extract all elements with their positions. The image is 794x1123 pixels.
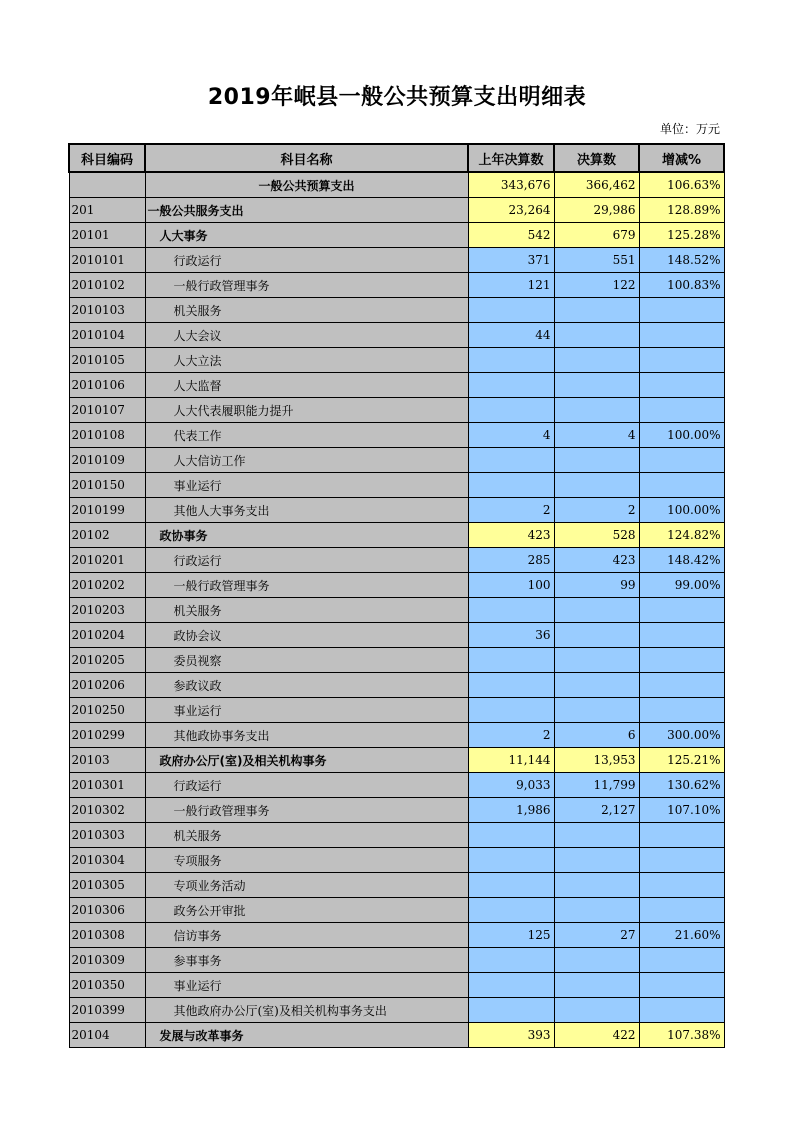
row-name: 政协事务 [145,523,468,548]
row-prev-year [468,648,554,673]
row-prev-year [468,673,554,698]
row-change-pct [639,473,724,498]
row-change-pct: 130.62% [639,773,724,798]
row-code: 2010302 [69,798,145,823]
row-prev-year: 36 [468,623,554,648]
row-name: 人大事务 [145,223,468,248]
row-code: 2010104 [69,323,145,348]
table-row [69,723,724,748]
row-code: 2010303 [69,823,145,848]
row-name: 行政运行 [145,773,468,798]
row-final [554,598,639,623]
row-code: 20101 [69,223,145,248]
row-final: 13,953 [554,748,639,773]
row-name: 机关服务 [145,598,468,623]
row-code: 2010201 [69,548,145,573]
table-row [69,172,724,198]
row-name: 委员视察 [145,648,468,673]
row-prev-year: 121 [468,273,554,298]
row-prev-year: 1,986 [468,798,554,823]
row-code: 2010306 [69,898,145,923]
row-change-pct [639,648,724,673]
table-row [69,923,724,948]
table-row [69,523,724,548]
table-row [69,373,724,398]
row-change-pct: 124.82% [639,523,724,548]
table-header-row [69,144,724,172]
row-prev-year: 9,033 [468,773,554,798]
table-row [69,973,724,998]
row-final: 679 [554,223,639,248]
table-row [69,323,724,348]
row-change-pct: 99.00% [639,573,724,598]
row-final [554,673,639,698]
row-change-pct: 21.60% [639,923,724,948]
row-final: 528 [554,523,639,548]
row-final [554,698,639,723]
row-code: 2010308 [69,923,145,948]
table-row [69,498,724,523]
row-code: 2010103 [69,298,145,323]
row-change-pct [639,823,724,848]
row-change-pct [639,673,724,698]
row-code: 2010204 [69,623,145,648]
row-change-pct [639,873,724,898]
row-change-pct: 100.83% [639,273,724,298]
row-prev-year: 371 [468,248,554,273]
row-change-pct [639,298,724,323]
table-row [69,1023,724,1048]
row-final: 11,799 [554,773,639,798]
row-final [554,948,639,973]
row-code: 2010350 [69,973,145,998]
row-prev-year: 44 [468,323,554,348]
row-name: 政协会议 [145,623,468,648]
row-prev-year [468,698,554,723]
row-final [554,348,639,373]
row-code: 20103 [69,748,145,773]
row-change-pct [639,998,724,1023]
row-name: 信访事务 [145,923,468,948]
header-code: 科目编码 [69,144,145,172]
row-final [554,373,639,398]
row-final [554,973,639,998]
row-code: 2010206 [69,673,145,698]
row-code: 2010101 [69,248,145,273]
row-name: 机关服务 [145,823,468,848]
row-name: 专项服务 [145,848,468,873]
row-name: 事业运行 [145,473,468,498]
row-prev-year [468,998,554,1023]
row-prev-year [468,373,554,398]
table-row [69,198,724,223]
row-change-pct [639,898,724,923]
row-prev-year: 11,144 [468,748,554,773]
row-change-pct [639,698,724,723]
row-name: 专项业务活动 [145,873,468,898]
table-row [69,948,724,973]
row-name: 一般行政管理事务 [145,798,468,823]
row-final: 422 [554,1023,639,1048]
row-name: 人大监督 [145,373,468,398]
row-change-pct: 148.52% [639,248,724,273]
table-row [69,823,724,848]
row-prev-year: 285 [468,548,554,573]
row-change-pct [639,348,724,373]
row-name: 行政运行 [145,248,468,273]
table-row [69,223,724,248]
header-final: 决算数 [554,144,639,172]
table-row [69,348,724,373]
row-prev-year [468,473,554,498]
row-final: 6 [554,723,639,748]
row-change-pct: 148.42% [639,548,724,573]
row-change-pct [639,948,724,973]
row-prev-year: 23,264 [468,198,554,223]
table-row [69,598,724,623]
row-name: 一般行政管理事务 [145,573,468,598]
row-change-pct: 125.28% [639,223,724,248]
row-final [554,848,639,873]
table-row [69,773,724,798]
row-final [554,648,639,673]
row-final: 99 [554,573,639,598]
row-code: 2010105 [69,348,145,373]
row-code [69,172,145,198]
row-prev-year [468,348,554,373]
row-code: 2010102 [69,273,145,298]
row-code: 2010107 [69,398,145,423]
row-change-pct [639,398,724,423]
row-code: 20102 [69,523,145,548]
row-prev-year [468,898,554,923]
row-final [554,298,639,323]
row-final [554,898,639,923]
table-row [69,248,724,273]
table-row [69,873,724,898]
table-row [69,398,724,423]
table-row [69,298,724,323]
row-name: 参政议政 [145,673,468,698]
row-final: 366,462 [554,172,639,198]
row-code: 2010305 [69,873,145,898]
row-code: 2010199 [69,498,145,523]
row-name: 代表工作 [145,423,468,448]
row-name: 其他政府办公厅(室)及相关机构事务支出 [145,998,468,1023]
row-final: 122 [554,273,639,298]
row-code: 2010309 [69,948,145,973]
row-prev-year [468,973,554,998]
header-prev-year: 上年决算数 [468,144,554,172]
row-code: 2010205 [69,648,145,673]
row-name: 人大会议 [145,323,468,348]
row-change-pct: 125.21% [639,748,724,773]
row-change-pct [639,448,724,473]
row-final: 29,986 [554,198,639,223]
row-prev-year: 4 [468,423,554,448]
row-code: 2010108 [69,423,145,448]
table-row [69,573,724,598]
row-change-pct: 107.10% [639,798,724,823]
row-change-pct [639,848,724,873]
row-prev-year: 343,676 [468,172,554,198]
row-name: 人大信访工作 [145,448,468,473]
row-final [554,623,639,648]
row-prev-year [468,948,554,973]
table-row [69,798,724,823]
row-code: 2010304 [69,848,145,873]
row-name: 一般公共服务支出 [145,198,468,223]
table-row [69,698,724,723]
row-code: 2010299 [69,723,145,748]
header-change-pct: 增减% [639,144,724,172]
row-prev-year [468,448,554,473]
row-prev-year [468,298,554,323]
row-name: 政务公开审批 [145,898,468,923]
row-change-pct: 106.63% [639,172,724,198]
row-prev-year: 393 [468,1023,554,1048]
table-row [69,648,724,673]
row-prev-year: 423 [468,523,554,548]
row-code: 2010301 [69,773,145,798]
row-prev-year [468,398,554,423]
row-change-pct: 300.00% [639,723,724,748]
row-code: 2010250 [69,698,145,723]
row-final [554,998,639,1023]
expenditure-table [68,143,725,1048]
row-name: 人大立法 [145,348,468,373]
table-row [69,548,724,573]
row-change-pct: 100.00% [639,498,724,523]
row-final: 2,127 [554,798,639,823]
row-prev-year: 100 [468,573,554,598]
row-name: 一般行政管理事务 [145,273,468,298]
row-name: 事业运行 [145,973,468,998]
row-code: 201 [69,198,145,223]
table-row [69,448,724,473]
row-final [554,398,639,423]
table-row [69,423,724,448]
row-prev-year: 2 [468,498,554,523]
row-name: 行政运行 [145,548,468,573]
row-change-pct [639,598,724,623]
row-code: 20104 [69,1023,145,1048]
row-code: 2010202 [69,573,145,598]
row-prev-year: 2 [468,723,554,748]
row-name: 一般公共预算支出 [145,172,468,198]
row-name: 参事事务 [145,948,468,973]
row-final [554,823,639,848]
unit-label: 单位：万元 [659,122,720,136]
row-change-pct [639,973,724,998]
header-name: 科目名称 [145,144,468,172]
row-code: 2010399 [69,998,145,1023]
row-final: 4 [554,423,639,448]
row-name: 其他人大事务支出 [145,498,468,523]
row-prev-year [468,848,554,873]
row-name: 政府办公厅(室)及相关机构事务 [145,748,468,773]
row-final [554,448,639,473]
table-row [69,848,724,873]
table-row [69,998,724,1023]
row-name: 人大代表履职能力提升 [145,398,468,423]
row-prev-year: 125 [468,923,554,948]
row-name: 事业运行 [145,698,468,723]
table-row [69,898,724,923]
row-code: 2010203 [69,598,145,623]
row-prev-year: 542 [468,223,554,248]
row-name: 发展与改革事务 [145,1023,468,1048]
row-final: 27 [554,923,639,948]
table-row [69,473,724,498]
row-final [554,473,639,498]
row-code: 2010150 [69,473,145,498]
row-change-pct: 128.89% [639,198,724,223]
row-final: 2 [554,498,639,523]
row-final [554,323,639,348]
page-title: 2019年岷县一般公共预算支出明细表 [207,85,587,110]
row-final [554,873,639,898]
row-prev-year [468,823,554,848]
table-row [69,748,724,773]
row-change-pct [639,373,724,398]
row-final: 423 [554,548,639,573]
row-code: 2010109 [69,448,145,473]
table-row [69,673,724,698]
row-name: 其他政协事务支出 [145,723,468,748]
table-row [69,273,724,298]
row-prev-year [468,873,554,898]
table-row [69,623,724,648]
row-final: 551 [554,248,639,273]
row-prev-year [468,598,554,623]
row-change-pct [639,623,724,648]
row-change-pct: 100.00% [639,423,724,448]
row-change-pct [639,323,724,348]
table-body [69,172,724,1048]
row-name: 机关服务 [145,298,468,323]
row-change-pct: 107.38% [639,1023,724,1048]
row-code: 2010106 [69,373,145,398]
